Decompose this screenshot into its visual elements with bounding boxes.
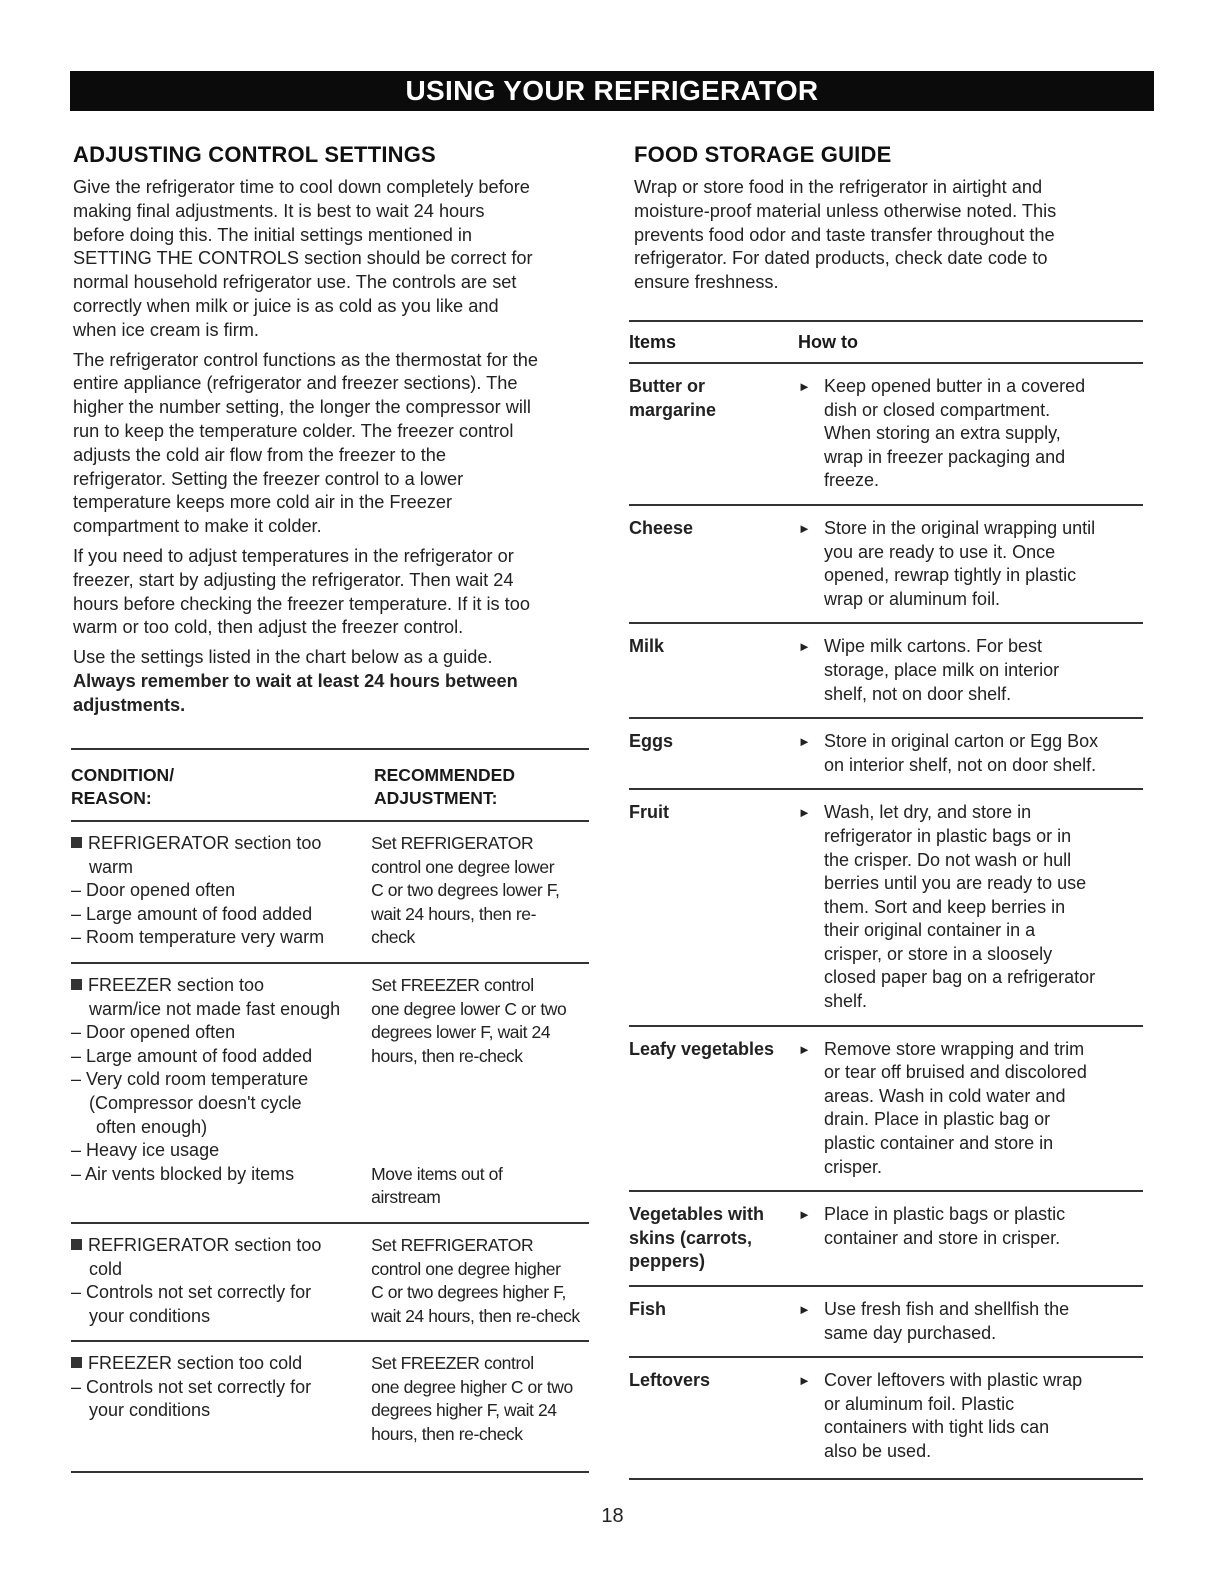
text-line: drain. Place in plastic bag or [824, 1109, 1051, 1130]
text-line: C or two degrees higher F, [371, 1282, 566, 1303]
text-line: Set REFRIGERATOR [371, 1234, 534, 1255]
text-line: RECOMMENDED [374, 765, 515, 785]
text-line: dish or closed compartment. [824, 399, 1051, 420]
food-item-name [629, 635, 798, 706]
text-line: adjusts the cold air flow from the freezer to the [73, 444, 447, 465]
text-line: check [371, 927, 415, 948]
text-line: – Heavy ice usage [71, 1140, 220, 1161]
header-how-to: How to [798, 332, 858, 352]
text-line: REASON: [71, 788, 152, 808]
text-line: Move items out of [371, 1163, 503, 1184]
text-line: Cheese [629, 517, 694, 538]
text-line: freeze. [824, 470, 880, 491]
text-line: entire appliance (refrigerator and freezer sections). The [73, 373, 518, 394]
food-how-to [798, 1369, 1143, 1463]
text-line: Place in plastic bags or plastic [824, 1204, 1066, 1225]
text-line: FREEZER section too [88, 974, 265, 995]
table-row [71, 822, 589, 964]
header-condition [71, 764, 374, 810]
text-line: Wrap or store food in the refrigerator in airtight and [634, 177, 1043, 197]
text-line: compartment to make it colder. [73, 516, 322, 537]
triangle-bullet-icon: ► [798, 734, 811, 750]
text-line: Vegetables with [629, 1204, 765, 1225]
table-row [629, 1358, 1143, 1479]
text-line: Keep opened butter in a covered [824, 376, 1086, 396]
text-line: containers with tight lids can [824, 1417, 1050, 1438]
text-line: – Large amount of food added [71, 903, 313, 924]
section-title-food-storage: FOOD STORAGE GUIDE [634, 142, 892, 167]
condition-cell [71, 974, 371, 1210]
text-line: When storing an extra supply, [824, 423, 1061, 444]
text-line: control one degree lower [371, 856, 555, 877]
food-how-to [798, 375, 1143, 493]
text-line: berries until you are ready to use [824, 873, 1087, 894]
table-row [629, 790, 1143, 1026]
text-line: moisture-proof material unless otherwise noted. This [634, 200, 1057, 221]
text-line: or tear off bruised and discolored [824, 1062, 1087, 1083]
text-line: temperature keeps more cold air in the Freezer [73, 492, 453, 513]
text-line: degrees lower F, wait 24 [371, 1022, 551, 1043]
text-line: their original container in a [824, 920, 1036, 941]
text-line: – Controls not set correctly for [71, 1282, 312, 1303]
food-how-to [798, 730, 1143, 777]
text-line: them. Sort and keep berries in [824, 896, 1066, 917]
text-line: making final adjustments. It is best to wait 24 hours [73, 200, 485, 221]
table-row [71, 964, 589, 1224]
text-line: you are ready to use it. Once [824, 541, 1056, 562]
condition-cell [71, 1352, 371, 1446]
text-line: The refrigerator control functions as the thermostat for the [73, 349, 539, 370]
text-line: control one degree higher [371, 1258, 561, 1279]
text-line: when ice cream is firm. [73, 319, 259, 340]
text-line: REFRIGERATOR section too [88, 833, 322, 853]
food-item-name [629, 517, 798, 611]
page-banner: USING YOUR REFRIGERATOR [70, 71, 1154, 111]
text-line: degrees higher F, wait 24 [371, 1400, 557, 1421]
text-line: Give the refrigerator time to cool down completely before [73, 177, 530, 197]
text-line: REFRIGERATOR section too [88, 1234, 322, 1255]
text-line: peppers) [629, 1251, 706, 1272]
text-line: cold [89, 1258, 123, 1279]
instruction-text [824, 1038, 1143, 1180]
text-line: – Room temperature very warm [71, 927, 325, 948]
text-line: correctly when milk or juice is as cold as you like and [73, 295, 499, 316]
text-line: Set FREEZER control [371, 1353, 534, 1374]
text-line: SETTING THE CONTROLS section should be correct for [73, 248, 533, 269]
table-row [71, 1224, 589, 1342]
header-adjustment [374, 764, 515, 810]
paragraph-2 [73, 349, 588, 539]
text-line: one degree lower C or two [371, 998, 567, 1019]
table-row [629, 1027, 1143, 1193]
food-storage-table [629, 320, 1143, 1480]
triangle-bullet-icon: ► [798, 639, 811, 655]
text-line: before doing this. The initial settings mentioned in [73, 224, 473, 245]
text-line: refrigerator. For dated products, check date code to [634, 248, 1048, 269]
text-line: hours before checking the freezer temperature. If it is too [73, 593, 530, 614]
text-line: warm/ice not made fast enough [89, 998, 341, 1019]
text-line: areas. Wash in cold water and [824, 1085, 1066, 1106]
text-line: Always remember to wait at least 24 hours between [73, 670, 518, 691]
text-line: plastic container and store in [824, 1133, 1054, 1154]
text-line: normal household refrigerator use. The controls are set [73, 272, 517, 293]
text-line: also be used. [824, 1440, 932, 1461]
text-line: your conditions [89, 1305, 211, 1326]
food-item-name [629, 730, 798, 777]
triangle-bullet-icon: ► [798, 520, 811, 536]
text-line: Eggs [629, 731, 674, 752]
triangle-bullet-icon: ► [798, 1302, 811, 1317]
text-line: C or two degrees lower F, [371, 880, 560, 901]
food-how-to [798, 1298, 1143, 1345]
text-line: Set REFRIGERATOR [371, 833, 534, 853]
food-item-name [629, 1038, 798, 1180]
triangle-bullet-icon: ► [798, 805, 811, 821]
triangle-bullet-icon: ► [798, 1373, 811, 1389]
header-items: Items [629, 332, 677, 352]
text-line: same day purchased. [824, 1322, 997, 1343]
adjusting-controls-section [73, 142, 588, 724]
instruction-text [824, 1203, 1143, 1274]
text-line: crisper, or store in a sloosely [824, 943, 1053, 964]
section-title-adjusting: ADJUSTING CONTROL SETTINGS [73, 142, 436, 167]
food-storage-intro [634, 176, 1156, 295]
adjustment-cell [371, 832, 589, 950]
text-line: warm or too cold, then adjust the freezer control. [73, 617, 464, 638]
table-row [629, 719, 1143, 790]
food-item-name [629, 801, 798, 1013]
text-line: wait 24 hours, then re- [371, 903, 537, 924]
triangle-bullet-icon: ► [798, 379, 811, 394]
text-line: often enough) [96, 1116, 208, 1137]
instruction-text [824, 517, 1143, 611]
text-line: Store in the original wrapping until [824, 517, 1096, 538]
table-header [629, 320, 1143, 364]
condition-cell [71, 832, 371, 950]
text-line: – Very cold room temperature [71, 1069, 309, 1090]
food-item-name [629, 1369, 798, 1463]
table-row [71, 1342, 589, 1472]
text-line: warm [89, 856, 133, 877]
text-line: wrap or aluminum foil. [824, 588, 1001, 609]
text-line: Fruit [629, 802, 669, 823]
adjustment-cell [371, 1352, 589, 1446]
table-row [629, 1192, 1143, 1287]
text-line: Leafy vegetables [629, 1038, 775, 1059]
instruction-text [824, 1298, 1143, 1345]
text-line: hours, then re-check [371, 1424, 523, 1445]
text-line: margarine [629, 399, 717, 420]
triangle-bullet-icon: ► [798, 1207, 811, 1223]
text-line: – Door opened often [71, 1022, 236, 1043]
text-line: adjustments. [73, 694, 186, 715]
text-line: closed paper bag on a refrigerator [824, 967, 1096, 988]
square-bullet-icon [71, 979, 82, 990]
text-line: the crisper. Do not wash or hull [824, 849, 1072, 870]
bold-reminder [73, 670, 588, 718]
food-how-to [798, 517, 1143, 611]
condition-adjustment-table [71, 748, 589, 1473]
text-line: refrigerator in plastic bags or in [824, 825, 1072, 846]
food-item-name [629, 1203, 798, 1274]
text-line: ensure freshness. [634, 272, 779, 293]
text-line: Remove store wrapping and trim [824, 1038, 1085, 1059]
text-line: – Door opened often [71, 880, 236, 901]
page-number: 18 [601, 1505, 624, 1527]
text-line: wrap in freezer packaging and [824, 446, 1066, 467]
paragraph-1 [73, 176, 588, 343]
text-line: Wash, let dry, and store in [824, 802, 1032, 823]
text-line: container and store in crisper. [824, 1227, 1061, 1248]
text-line: one degree higher C or two [371, 1376, 573, 1397]
text-line: or aluminum foil. Plastic [824, 1393, 1015, 1414]
table-row [629, 364, 1143, 506]
instruction-text [824, 801, 1143, 1013]
text-line: Leftovers [629, 1370, 711, 1391]
text-line: – Air vents blocked by items [71, 1163, 295, 1184]
text-line: If you need to adjust temperatures in the refrigerator or [73, 545, 514, 566]
text-line: – Large amount of food added [71, 1045, 313, 1066]
table-row [629, 506, 1143, 624]
text-line: Wipe milk cartons. For best [824, 636, 1043, 657]
instruction-text [824, 730, 1143, 777]
text-line: shelf. [824, 991, 868, 1012]
text-line: ADJUSTMENT: [374, 788, 498, 808]
food-how-to [798, 801, 1143, 1013]
instruction-text [824, 1369, 1143, 1463]
text-line: shelf, not on door shelf. [824, 683, 1012, 704]
text-line: FREEZER section too cold [88, 1353, 303, 1374]
text-line: – Controls not set correctly for [71, 1376, 312, 1397]
text-line: crisper. [824, 1156, 883, 1177]
text-line: Set FREEZER control [371, 974, 534, 995]
text-line: on interior shelf, not on door shelf. [824, 754, 1097, 775]
text-line: skins (carrots, [629, 1227, 753, 1248]
text-line: Milk [629, 636, 665, 657]
food-how-to [798, 1038, 1143, 1180]
paragraph-4: Use the settings listed in the chart below as a guide. [73, 647, 493, 668]
square-bullet-icon [71, 837, 82, 848]
text-line: Fish [629, 1299, 667, 1319]
text-line: Use fresh fish and shellfish the [824, 1299, 1070, 1319]
square-bullet-icon [71, 1239, 82, 1250]
food-how-to [798, 1203, 1143, 1274]
text-line: (Compressor doesn't cycle [89, 1092, 302, 1113]
text-line: prevents food odor and taste transfer throughout the [634, 224, 1055, 245]
instruction-text [824, 375, 1143, 493]
triangle-bullet-icon: ► [798, 1041, 811, 1057]
text-line: storage, place milk on interior [824, 659, 1060, 680]
text-line: your conditions [89, 1400, 211, 1421]
food-item-name [629, 375, 798, 493]
instruction-text [824, 635, 1143, 706]
text-line: airstream [371, 1187, 441, 1208]
table-row [629, 624, 1143, 719]
food-storage-section [634, 142, 1156, 301]
text-line: hours, then re-check [371, 1045, 523, 1066]
text-line: Cover leftovers with plastic wrap [824, 1370, 1083, 1391]
table-header [71, 748, 589, 822]
food-how-to [798, 635, 1143, 706]
table-row [629, 1287, 1143, 1358]
paragraph-3 [73, 545, 588, 640]
adjustment-cell [371, 974, 589, 1210]
adjustment-cell [371, 1234, 589, 1328]
text-line: higher the number setting, the longer the compressor will [73, 397, 531, 418]
food-item-name [629, 1298, 798, 1345]
food-rows [629, 364, 1143, 1480]
condition-cell [71, 1234, 371, 1328]
text-line: freezer, start by adjusting the refrigerator. Then wait 24 [73, 569, 514, 590]
square-bullet-icon [71, 1357, 82, 1368]
text-line: wait 24 hours, then re-check [371, 1305, 580, 1326]
text-line: opened, rewrap tightly in plastic [824, 565, 1077, 586]
text-line: CONDITION/ [71, 765, 175, 785]
text-line: refrigerator. Setting the freezer control to a lower [73, 468, 464, 489]
text-line: Butter or [629, 376, 705, 396]
text-line: Store in original carton or Egg Box [824, 731, 1099, 752]
text-line: run to keep the temperature colder. The freezer control [73, 420, 514, 441]
